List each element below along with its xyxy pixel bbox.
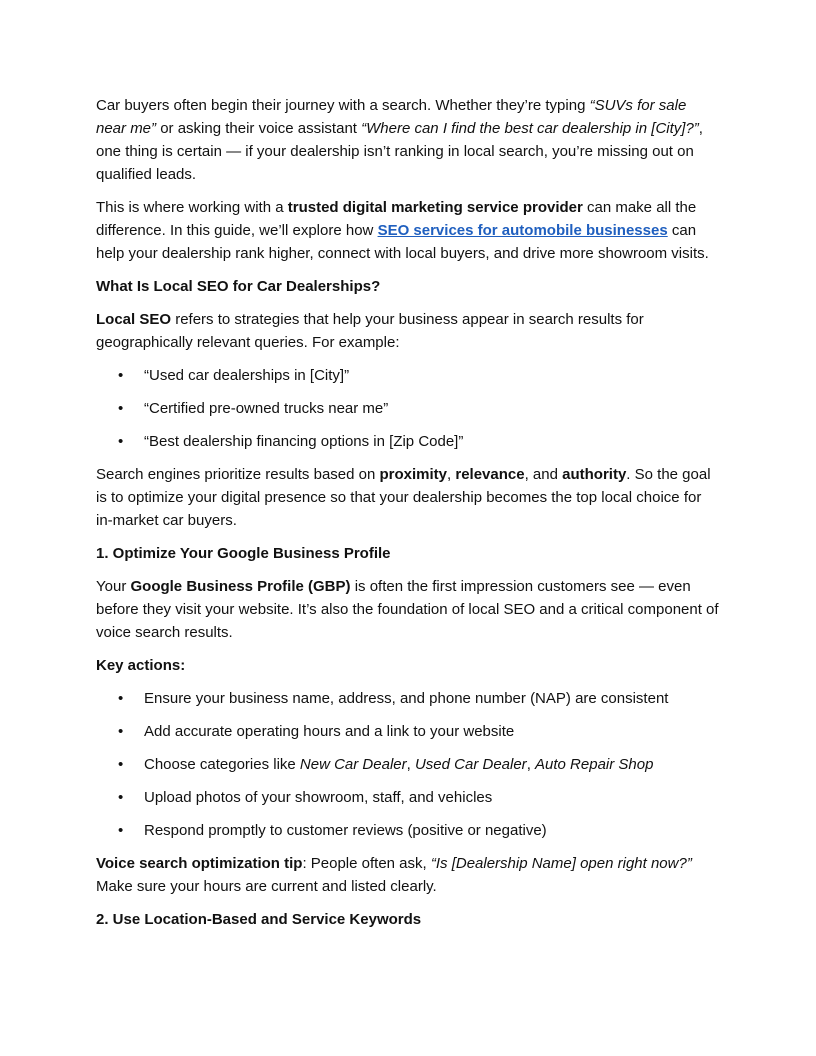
text-run: Make sure your hours are current and listed clearly. (96, 878, 437, 895)
intro-paragraph-1 (96, 94, 720, 186)
heading-text: What Is Local SEO for Car Dealerships? (96, 278, 381, 295)
heading-text: 2. Use Location-Based and Service Keywords (96, 911, 422, 928)
text-run: is often the first impression customers see — even before they visit your website. It’s also the foundation of local SEO and a critical component of voice search results. (96, 578, 719, 641)
category-name: New Car Dealer (299, 756, 407, 773)
list-item: • “Best dealership financing options in [Zip Code]” (96, 430, 720, 453)
text-run: , (447, 466, 456, 483)
list-item: • Upload photos of your showroom, staff, and vehicles (96, 786, 720, 809)
ranking-factors-paragraph (96, 463, 720, 532)
bold-phrase: trusted digital marketing service provider (287, 199, 583, 216)
list-item: • “Certified pre-owned trucks near me” (96, 397, 720, 420)
text-run: Search engines prioritize results based on (96, 466, 380, 483)
section-heading-local-seo (96, 275, 720, 298)
text-run: Your (96, 578, 131, 595)
bold-term: proximity (379, 466, 448, 483)
local-seo-definition (96, 308, 720, 354)
text-run: , and (524, 466, 563, 483)
section-heading-gbp (96, 542, 720, 565)
list-item: • Respond promptly to customer reviews (positive or negative) (96, 819, 720, 842)
section-heading-keywords (96, 908, 720, 931)
bold-term: Voice search optimization tip (96, 855, 303, 872)
bold-term: authority (562, 466, 627, 483)
key-actions-label (96, 654, 720, 677)
heading-text: 1. Optimize Your Google Business Profile (96, 545, 391, 562)
text-run: , one thing is certain — if your dealership isn’t ranking in local search, you’re missing out on qualified leads. (96, 120, 703, 183)
text-run: : People often ask, (302, 855, 431, 872)
category-name: Used Car Dealer (414, 756, 527, 773)
key-actions-list (96, 687, 720, 842)
list-item: • Ensure your business name, address, and phone number (NAP) are consistent (96, 687, 720, 710)
seo-services-link[interactable]: SEO services for automobile businesses (377, 222, 668, 239)
text-run: refers to strategies that help your business appear in search results for geographically relevant queries. For example: (96, 311, 644, 351)
text-run: can help your dealership rank higher, connect with local buyers, and drive more showroom visits. (96, 222, 709, 262)
intro-paragraph-2 (96, 196, 720, 265)
separator: , (406, 756, 415, 773)
quoted-search-query: “SUVs for sale near me” (96, 97, 687, 137)
text-run: or asking their voice assistant (156, 120, 362, 137)
bold-term: relevance (455, 466, 525, 483)
text-run: can make all the difference. In this guide, we’ll explore how (96, 199, 697, 239)
text-run: Car buyers often begin their journey with a search. Whether they’re typing (96, 97, 590, 114)
label-text: Key actions: (96, 657, 186, 674)
separator: , (526, 756, 536, 773)
gbp-intro-paragraph (96, 575, 720, 644)
bold-term: Google Business Profile (GBP) (130, 578, 351, 595)
list-item: • Add accurate operating hours and a link to your website (96, 720, 720, 743)
quoted-voice-query: “Is [Dealership Name] open right now?” (430, 855, 692, 872)
bold-term: Local SEO (96, 311, 172, 328)
voice-search-tip (96, 852, 720, 898)
list-item (96, 753, 720, 776)
text-run: This is where working with a (96, 199, 288, 216)
list-item: • “Used car dealerships in [City]” (96, 364, 720, 387)
example-queries-list (96, 364, 720, 453)
category-name: Auto Repair Shop (535, 756, 654, 773)
quoted-voice-query: “Where can I find the best car dealership in [City]?” (361, 120, 699, 137)
text-run: Choose categories like (144, 756, 300, 773)
text-run: . So the goal is to optimize your digital presence so that your dealership becomes the top local choice for in-market car buyers. (96, 466, 711, 529)
